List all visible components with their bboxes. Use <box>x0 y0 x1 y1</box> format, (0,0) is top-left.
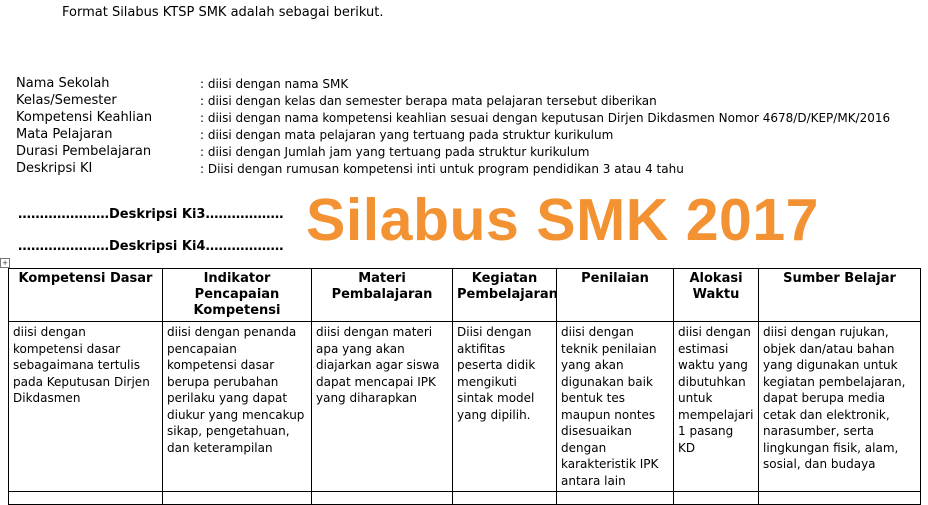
meta-label: Kompetensi Keahlian <box>16 110 153 125</box>
header-alokasi-waktu: Alokasi Waktu <box>674 269 759 322</box>
cell-kegiatan: Diisi dengan aktifitas peserta didik mengikuti sintak model yang dipilih. <box>453 322 557 492</box>
ki3-description: …………………Deskripsi Ki3……………… <box>18 207 284 222</box>
header-kegiatan: Kegiatan Pembelajaran <box>453 269 557 322</box>
empty-cell <box>163 492 312 505</box>
meta-value: : diisi dengan mata pelajaran yang tertuang pada struktur kurikulum <box>200 128 614 142</box>
meta-value: : diisi dengan kelas dan semester berapa mata pelajaran tersebut diberikan <box>200 94 657 108</box>
meta-label: Kelas/Semester <box>16 93 117 108</box>
meta-value: : Diisi dengan rumusan kompetensi inti untuk program pendidikan 3 atau 4 tahu <box>200 162 684 176</box>
watermark-title: Silabus SMK 2017 <box>306 187 819 253</box>
empty-cell <box>453 492 557 505</box>
header-kompetensi-dasar: Kompetensi Dasar <box>9 269 163 322</box>
meta-value: : diisi dengan nama kompetensi keahlian sesuai dengan keputusan Dirjen Dikdasmen Nomor 4678/D/KEP/MK/2016 <box>200 111 891 125</box>
ki4-description: …………………Deskripsi Ki4……………… <box>18 239 284 254</box>
cell-kompetensi-dasar: diisi dengan kompetensi dasar sebagaimana tertulis pada Keputusan Dirjen Dikdasmen <box>9 322 163 492</box>
intro-text: Format Silabus KTSP SMK adalah sebagai berikut. <box>62 5 384 20</box>
header-sumber-belajar: Sumber Belajar <box>759 269 921 322</box>
header-indikator: Indikator Pencapaian Kompetensi <box>163 269 312 322</box>
meta-value: : diisi dengan nama SMK <box>200 77 349 91</box>
cell-sumber-belajar: diisi dengan rujukan, objek dan/atau bahan yang digunakan untuk kegiatan pembelajaran, dapat berupa media cetak dan elektronik, narasumber, serta lingkungan fisik, alam, sosial, dan budaya <box>759 322 921 492</box>
meta-value: : diisi dengan Jumlah jam yang tertuang pada struktur kurikulum <box>200 145 590 159</box>
meta-label: Mata Pelajaran <box>16 127 113 142</box>
empty-cell <box>312 492 453 505</box>
header-penilaian: Penilaian <box>557 269 674 322</box>
table-header-row <box>9 269 921 322</box>
cell-alokasi-waktu: diisi dengan estimasi waktu yang dibutuhkan untuk mempelajari 1 pasang KD <box>674 322 759 492</box>
meta-label: Deskripsi KI <box>16 161 93 176</box>
cell-penilaian: diisi dengan teknik penilaian yang akan digunakan baik bentuk tes maupun nontes disesuaikan dengan karakteristik IPK antara lain <box>557 322 674 492</box>
syllabus-table <box>8 268 921 505</box>
cell-materi: diisi dengan materi apa yang akan diajarkan agar siswa dapat mencapai IPK yang diharapkan <box>312 322 453 492</box>
empty-cell <box>674 492 759 505</box>
empty-cell <box>557 492 674 505</box>
table-row-empty <box>9 492 921 505</box>
table-row <box>9 322 921 492</box>
meta-label: Durasi Pembelajaran <box>16 144 152 159</box>
cell-indikator: diisi dengan penanda pencapaian kompetensi dasar berupa perubahan perilaku yang dapat diukur yang mencakup sikap, pengetahuan, dan keterampilan <box>163 322 312 492</box>
empty-cell <box>759 492 921 505</box>
empty-cell <box>9 492 163 505</box>
header-materi: Materi Pembalajaran <box>312 269 453 322</box>
table-move-handle-icon[interactable]: + <box>0 258 10 268</box>
meta-label: Nama Sekolah <box>16 76 110 91</box>
